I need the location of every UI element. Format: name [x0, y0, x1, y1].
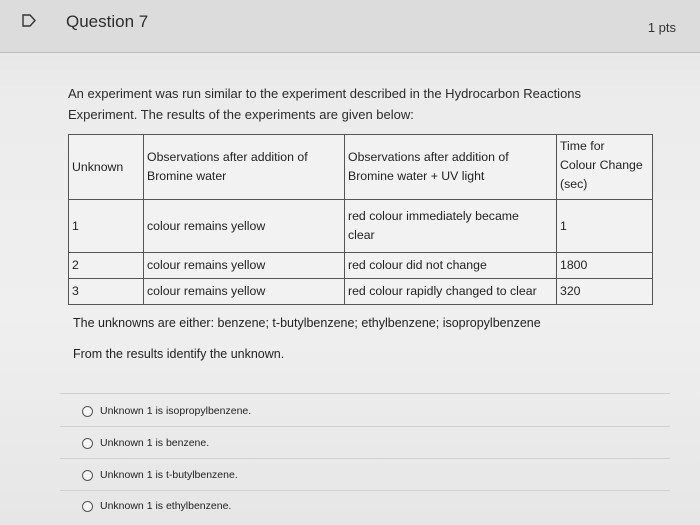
radio-button[interactable]: [82, 501, 93, 512]
table-row: [69, 253, 653, 279]
header-unknown: Unknown: [69, 135, 144, 200]
header-time-line-3: (sec): [560, 177, 588, 191]
cell-time: 320: [557, 279, 653, 305]
results-table: [68, 134, 653, 305]
header-time-line-2: Colour Change: [560, 158, 643, 172]
header-uv-line-2: Bromine water + UV light: [348, 169, 485, 183]
table-row: [69, 279, 653, 305]
cell-uv: [345, 200, 557, 253]
identify-prompt: From the results identify the unknown.: [73, 347, 285, 361]
question-intro: [68, 83, 658, 125]
question-points: 1 pts: [647, 20, 676, 35]
question-header: [0, 0, 700, 53]
intro-line-1: An experiment was run similar to the experiment described in the Hydrocarbon Reactions: [68, 86, 582, 101]
cell-time: 1800: [557, 253, 653, 279]
table-row: [69, 200, 653, 253]
cell-unknown: 1: [69, 200, 144, 253]
answer-option-isopropylbenzene[interactable]: [82, 405, 251, 417]
cell-bromine: colour remains yellow: [144, 253, 345, 279]
cell-uv-line-1: red colour immediately became: [348, 209, 519, 223]
radio-button[interactable]: [82, 406, 93, 417]
divider: [60, 393, 670, 394]
header-bromine-line-1: Observations after addition of: [147, 150, 308, 164]
header-time-line-1: Time for: [560, 139, 605, 153]
answer-option-t-butylbenzene[interactable]: [82, 469, 238, 481]
cell-uv: red colour did not change: [345, 253, 557, 279]
cell-unknown: 3: [69, 279, 144, 305]
intro-line-2: Experiment. The results of the experiments are given below:: [68, 107, 414, 122]
cell-bromine: colour remains yellow: [144, 279, 345, 305]
radio-button[interactable]: [82, 470, 93, 481]
question-title: Question 7: [66, 12, 149, 31]
divider: [60, 458, 670, 459]
cell-bromine: colour remains yellow: [144, 200, 345, 253]
divider: [60, 490, 670, 491]
divider: [60, 426, 670, 427]
answer-option-ethylbenzene[interactable]: [82, 500, 231, 512]
unknowns-list-text: The unknowns are either: benzene; t-butylbenzene; ethylbenzene; isopropylbenzene: [73, 316, 541, 330]
header-bromine: [144, 135, 345, 200]
answer-option-label: Unknown 1 is ethylbenzene.: [100, 500, 232, 512]
cell-time: 1: [557, 200, 653, 253]
cell-uv: red colour rapidly changed to clear: [345, 279, 557, 305]
cell-unknown: 2: [69, 253, 144, 279]
radio-button[interactable]: [82, 438, 93, 449]
header-bromine-line-2: Bromine water: [147, 169, 227, 183]
flag-question-icon[interactable]: [22, 14, 36, 27]
answer-option-label: Unknown 1 is isopropylbenzene.: [100, 405, 252, 417]
table-header-row: [69, 135, 653, 200]
header-time: [557, 135, 653, 200]
answer-option-benzene[interactable]: [82, 437, 209, 449]
header-uv-line-1: Observations after addition of: [348, 150, 509, 164]
cell-uv-line-2: clear: [348, 228, 375, 242]
header-uv: [345, 135, 557, 200]
answer-option-label: Unknown 1 is t-butylbenzene.: [100, 469, 238, 481]
answer-option-label: Unknown 1 is benzene.: [100, 437, 210, 449]
